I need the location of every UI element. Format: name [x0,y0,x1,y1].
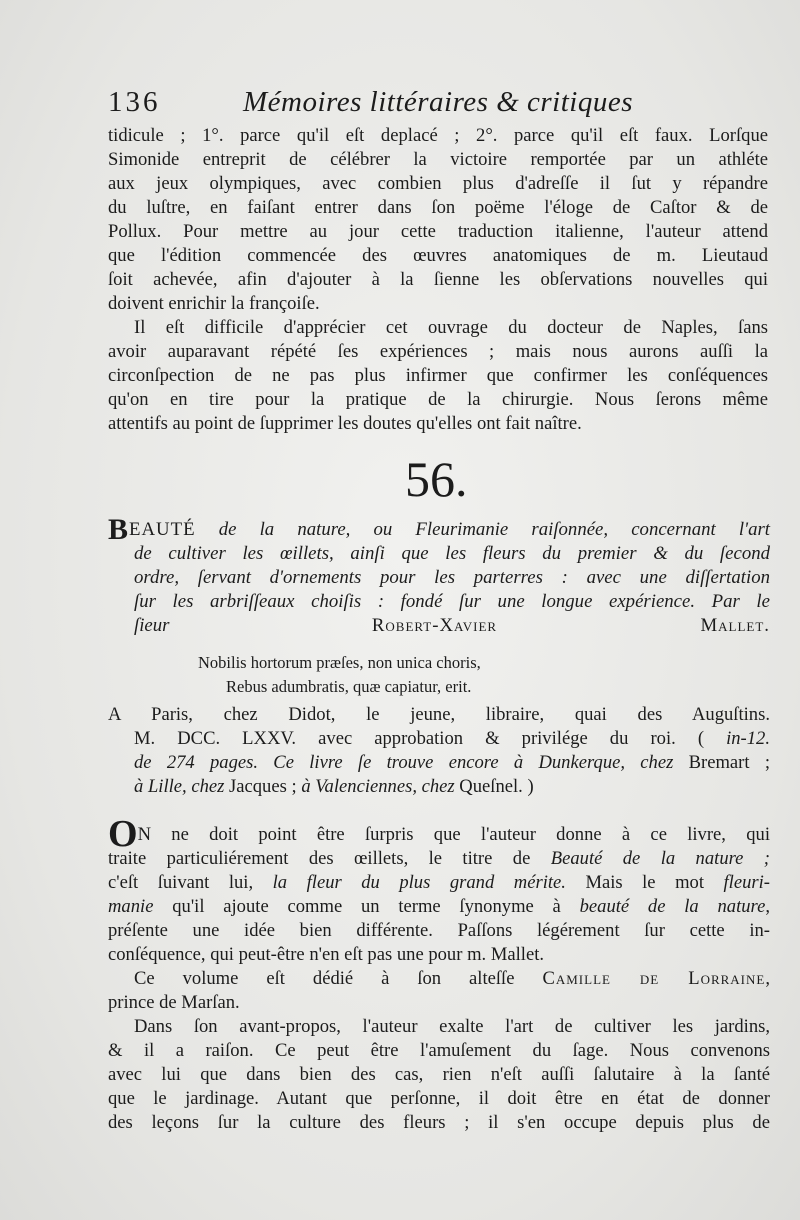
text-line: Il eſt difficile d'apprécier cet ouvrage du docteur de Naples, ſans [134,317,768,338]
title-caps: EAUTÉ [129,519,196,540]
text-line: aux jeux olympiques, avec combien plus d'adreſſe il ſut y répandre [108,173,768,194]
text-line: doivent enrichir la françoiſe. [108,293,320,314]
epigraph-line: Rebus adumbratis, quæ capiatur, erit. [226,677,472,696]
running-head: Mémoires littéraires & critiques [243,86,633,118]
text-run: , [765,896,770,917]
text-line: du luſtre, en faiſant entrer dans ſon poëme l'éloge de Caſtor & de [108,197,768,218]
text-line: ſoit achevée, afin d'ajouter à la ſienne les obſervations nouvelles qui [108,269,768,290]
text-run: N ne doit point être ſurpris que l'auteur donne à ce livre, qui [137,824,770,845]
text-run: traite particuliérement des œillets, le titre de [108,848,551,869]
title-line: ordre, ſervant d'ornements pour les parterres : avec une diſſertation [134,567,770,588]
dedicatee-name: Camille de Lorraine [542,968,766,989]
epigraph-line: Nobilis hortorum præſes, non unica choris, [198,653,481,672]
text-line [108,871,770,895]
review-dropcap: O [108,813,138,855]
imprint-line [108,775,770,799]
text-run: la fleur du plus grand mérite. [272,872,566,893]
text-line: avec lui que dans bien des cas, rien n'eſt auſſi ſalutaire à la ſanté [108,1064,770,1085]
text-line: que le jardinage. Autant que perſonne, il doit être en état de donner [108,1088,770,1109]
text-line: des leçons ſur la culture des fleurs ; il s'en occupe depuis plus de [108,1112,770,1133]
imprint-text: à Lille, chez [134,776,225,797]
imprint-text: Bremart ; [673,752,770,773]
text-line: circonſpection de ne pas plus infirmer que confirmer les conſéquences [108,365,768,386]
imprint-format: in-12. [726,728,770,749]
imprint [108,703,770,799]
text-run: c'eſt ſuivant lui, [108,872,273,893]
title-line [108,513,770,546]
text-line: prince de Marſan. [108,992,240,1013]
text-line: qu'on en tire pour la pratique de la chirurgie. Nous ſerons même [108,389,768,410]
book-title [108,513,770,638]
text-line [108,813,770,855]
text-line [108,895,770,919]
text-line: préſente une idée bien différente. Paſſons légérement ſur cette in- [108,920,770,941]
text-run: Ce volume eſt dédié à ſon alteſſe [134,968,543,989]
text-line: attentifs au point de ſupprimer les doutes qu'elles ont fait naître. [108,413,582,434]
title-dropcap: B [108,513,129,546]
title-line1-rest: de la nature, ou Fleurimanie raiſonnée, concernant l'art [195,519,770,540]
title-line: de cultiver les œillets, ainſi que les fleurs du premier & du ſecond [134,543,770,564]
title-line: ſur les arbriſſeaux choiſis : fondé ſur une longue expérience. Par le [134,591,770,612]
text-line: conſéquence, qui peut-être n'en eſt pas une pour m. Mallet. [108,944,545,965]
text-line: Simonide entreprit de célébrer la victoire remportée par un athléte [108,149,768,170]
imprint-text: de 274 pages. Ce livre ſe trouve encore à Dunkerque, chez [134,752,674,773]
imprint-line: A Paris, chez Didot, le jeune, libraire, quai des Auguſtins. [108,704,770,725]
text-run: beauté de la nature [579,896,766,917]
imprint-text: Jacques ; [224,776,302,797]
text-line: Dans ſon avant-propos, l'auteur exalte l'art de cultiver les jardins, [134,1016,770,1037]
text-run: Mais le mot [565,872,724,893]
section-number: 56. [405,451,468,507]
epigraph [198,651,618,699]
text-run: qu'il ajoute comme un terme ſynonyme à [153,896,580,917]
title-line [108,614,770,638]
text-line: Pollux. Pour mettre au jour cette traduction italienne, l'auteur attend [108,221,768,242]
text-line [108,847,770,871]
text-line [108,967,770,991]
text-line: que l'édition commencée des œuvres anatomiques de m. Lieutaud [108,245,768,266]
paragraph-assessment [108,316,768,436]
imprint-line [108,727,770,751]
imprint-text: M. DCC. LXXV. avec approbation & privilége du roi. ( [134,728,727,749]
imprint-text: Queſnel. ) [454,776,534,797]
page-header [108,86,768,122]
text-line: avoir auparavant répété ſes expériences ; mais nous aurons auſſi la [108,341,768,362]
text-line: & il a raiſon. Ce peut être l'amuſement du ſage. Nous convenons [108,1040,770,1061]
review-body [108,813,770,1135]
imprint-line [108,751,770,775]
paragraph-continued [108,124,768,316]
title-sieur: ſieur [134,615,372,636]
title-author: Robert-Xavier Mallet. [371,615,770,636]
text-line: tidicule ; 1°. parce qu'il eſt deplacé ; 2°. parce qu'il eſt faux. Lorſque [108,125,768,146]
text-run: Beauté de la nature ; [550,848,770,869]
text-run: , [765,968,770,989]
page-number: 136 [108,86,161,118]
imprint-text: à Valenciennes, chez [301,776,455,797]
text-run: manie [108,896,154,917]
text-run: fleuri- [723,872,770,893]
